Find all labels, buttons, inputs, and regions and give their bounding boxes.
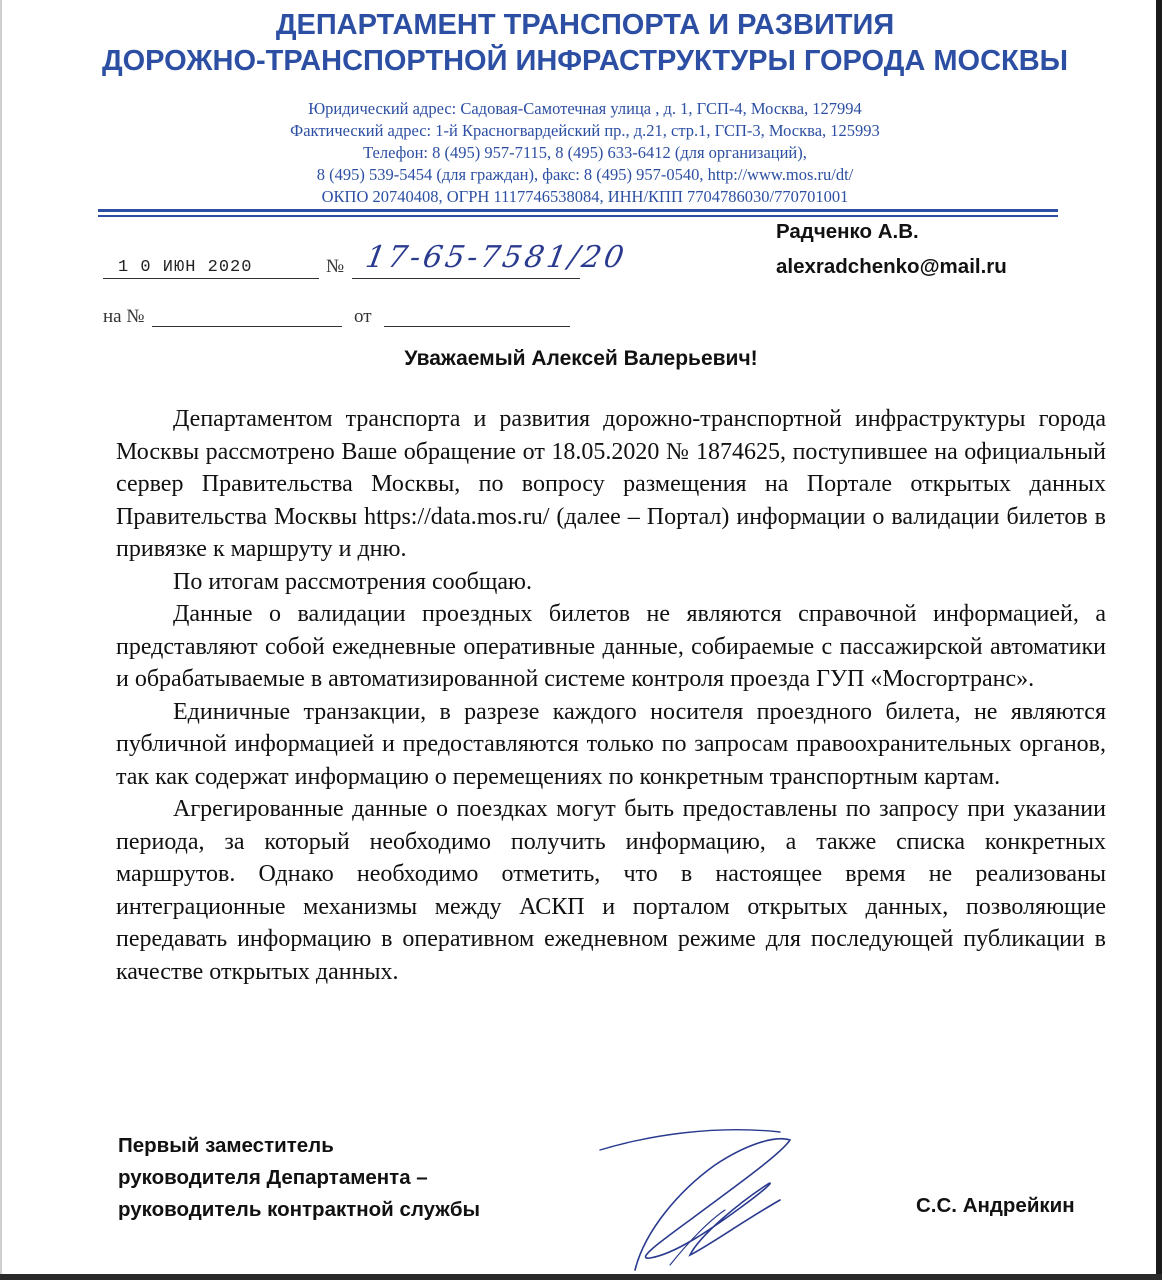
letter-body: [116, 403, 1106, 988]
date-stamp: 1 0 ИЮН 2020: [118, 258, 253, 277]
phone-fax-website-line: 8 (495) 539-5454 (для граждан), факс: 8 (495) 957-0540, http://www.mos.ru/dt/: [316, 165, 854, 184]
letterhead-rule-thick: [98, 209, 1058, 212]
paragraph-4: Единичные транзакции, в разрезе каждого носителя проездного билета, не являются публичной информацией и предоставляются только по запросам правоохранительных органов, так как содержат информацию о перемещениях по конкретным транспортным картам.: [116, 698, 1106, 790]
signature-stroke-main: [635, 1139, 790, 1270]
paragraph-3: Данные о валидации проездных билетов не являются справочной информацией, а представляют собой ежедневные оперативные данные, собираемые с пассажирской автоматики и обрабатываемые в автоматизированной системе контроля проезда ГУП «Мосгортранс».: [116, 601, 1106, 692]
number-label: №: [326, 256, 345, 277]
reply-date-underline: [384, 326, 570, 327]
addressee-name: Радченко А.В.: [776, 220, 919, 243]
registry-codes-line: ОКПО 20740408, ОГРН 1117746538084, ИНН/КПП 7704786030/770701001: [321, 187, 849, 206]
signature-stroke-top: [600, 1130, 780, 1150]
date-underline: [103, 278, 319, 279]
signer-position-line-3: руководитель контрактной службы: [118, 1198, 480, 1221]
reply-number-underline: [152, 326, 342, 327]
signer-position-line-2: руководителя Департамента –: [118, 1166, 428, 1189]
paragraph-5: Агрегированные данные о поездках могут быть предоставлены по запросу при указании периода, за который необходимо получить информацию, а также списка конкретных маршрутов. Однако необходимо отметить, что в настоящее время не реализованы интеграционные механизмы между АСКП и порталом открытых данных, позволяющие передавать информацию в оперативном ежедневном режиме для последующей публикации в качестве открытых данных.: [116, 796, 1106, 985]
legal-address: Юридический адрес: Садовая-Самотечная улица , д. 1, ГСП-4, Москва, 127994: [308, 99, 862, 118]
number-underline: [352, 278, 580, 279]
from-label: от: [354, 306, 372, 327]
signer-name: С.С. Андрейкин: [916, 1194, 1075, 1217]
paragraph-1: Департаментом транспорта и развития дорожно-транспортной инфраструктуры города Москвы рассмотрено Ваше обращение от 18.05.2020 № 1874625, поступившее на официальный сервер Правительства Москвы, по вопросу размещения на Портале открытых данных Правительства Москвы https://data.mos.ru/ (далее – Портал) информации о валидации билетов в привязке к маршруту и дню.: [116, 406, 1106, 562]
department-title-line-2: ДОРОЖНО-ТРАНСПОРТНОЙ ИНФРАСТРУКТУРЫ ГОРОДА МОСКВЫ: [101, 45, 1069, 77]
signer-position-line-1: Первый заместитель: [118, 1134, 334, 1157]
addressee-email: alexradchenko@mail.ru: [776, 255, 1007, 278]
phone-line: Телефон: 8 (495) 957-7115, 8 (495) 633-6412 (для организаций),: [363, 143, 807, 162]
handwritten-signature: [540, 1110, 840, 1275]
page-right-edge: [1156, 0, 1162, 1280]
greeting: Уважаемый Алексей Валерьевич!: [404, 347, 758, 370]
paragraph-2: По итогам рассмотрения сообщаю.: [173, 568, 532, 595]
signer-position: [118, 1130, 480, 1226]
page-left-edge: [0, 0, 2, 1280]
letterhead-rule-thin: [98, 215, 1058, 217]
reply-to-label: на №: [103, 306, 145, 327]
handwritten-outgoing-number: 17-65-7581/20: [362, 240, 630, 275]
department-title-line-1: ДЕПАРТАМЕНТ ТРАНСПОРТА И РАЗВИТИЯ: [275, 9, 895, 41]
actual-address: Фактический адрес: 1-й Красногвардейский пр., д.21, стр.1, ГСП-3, Москва, 125993: [290, 121, 880, 140]
